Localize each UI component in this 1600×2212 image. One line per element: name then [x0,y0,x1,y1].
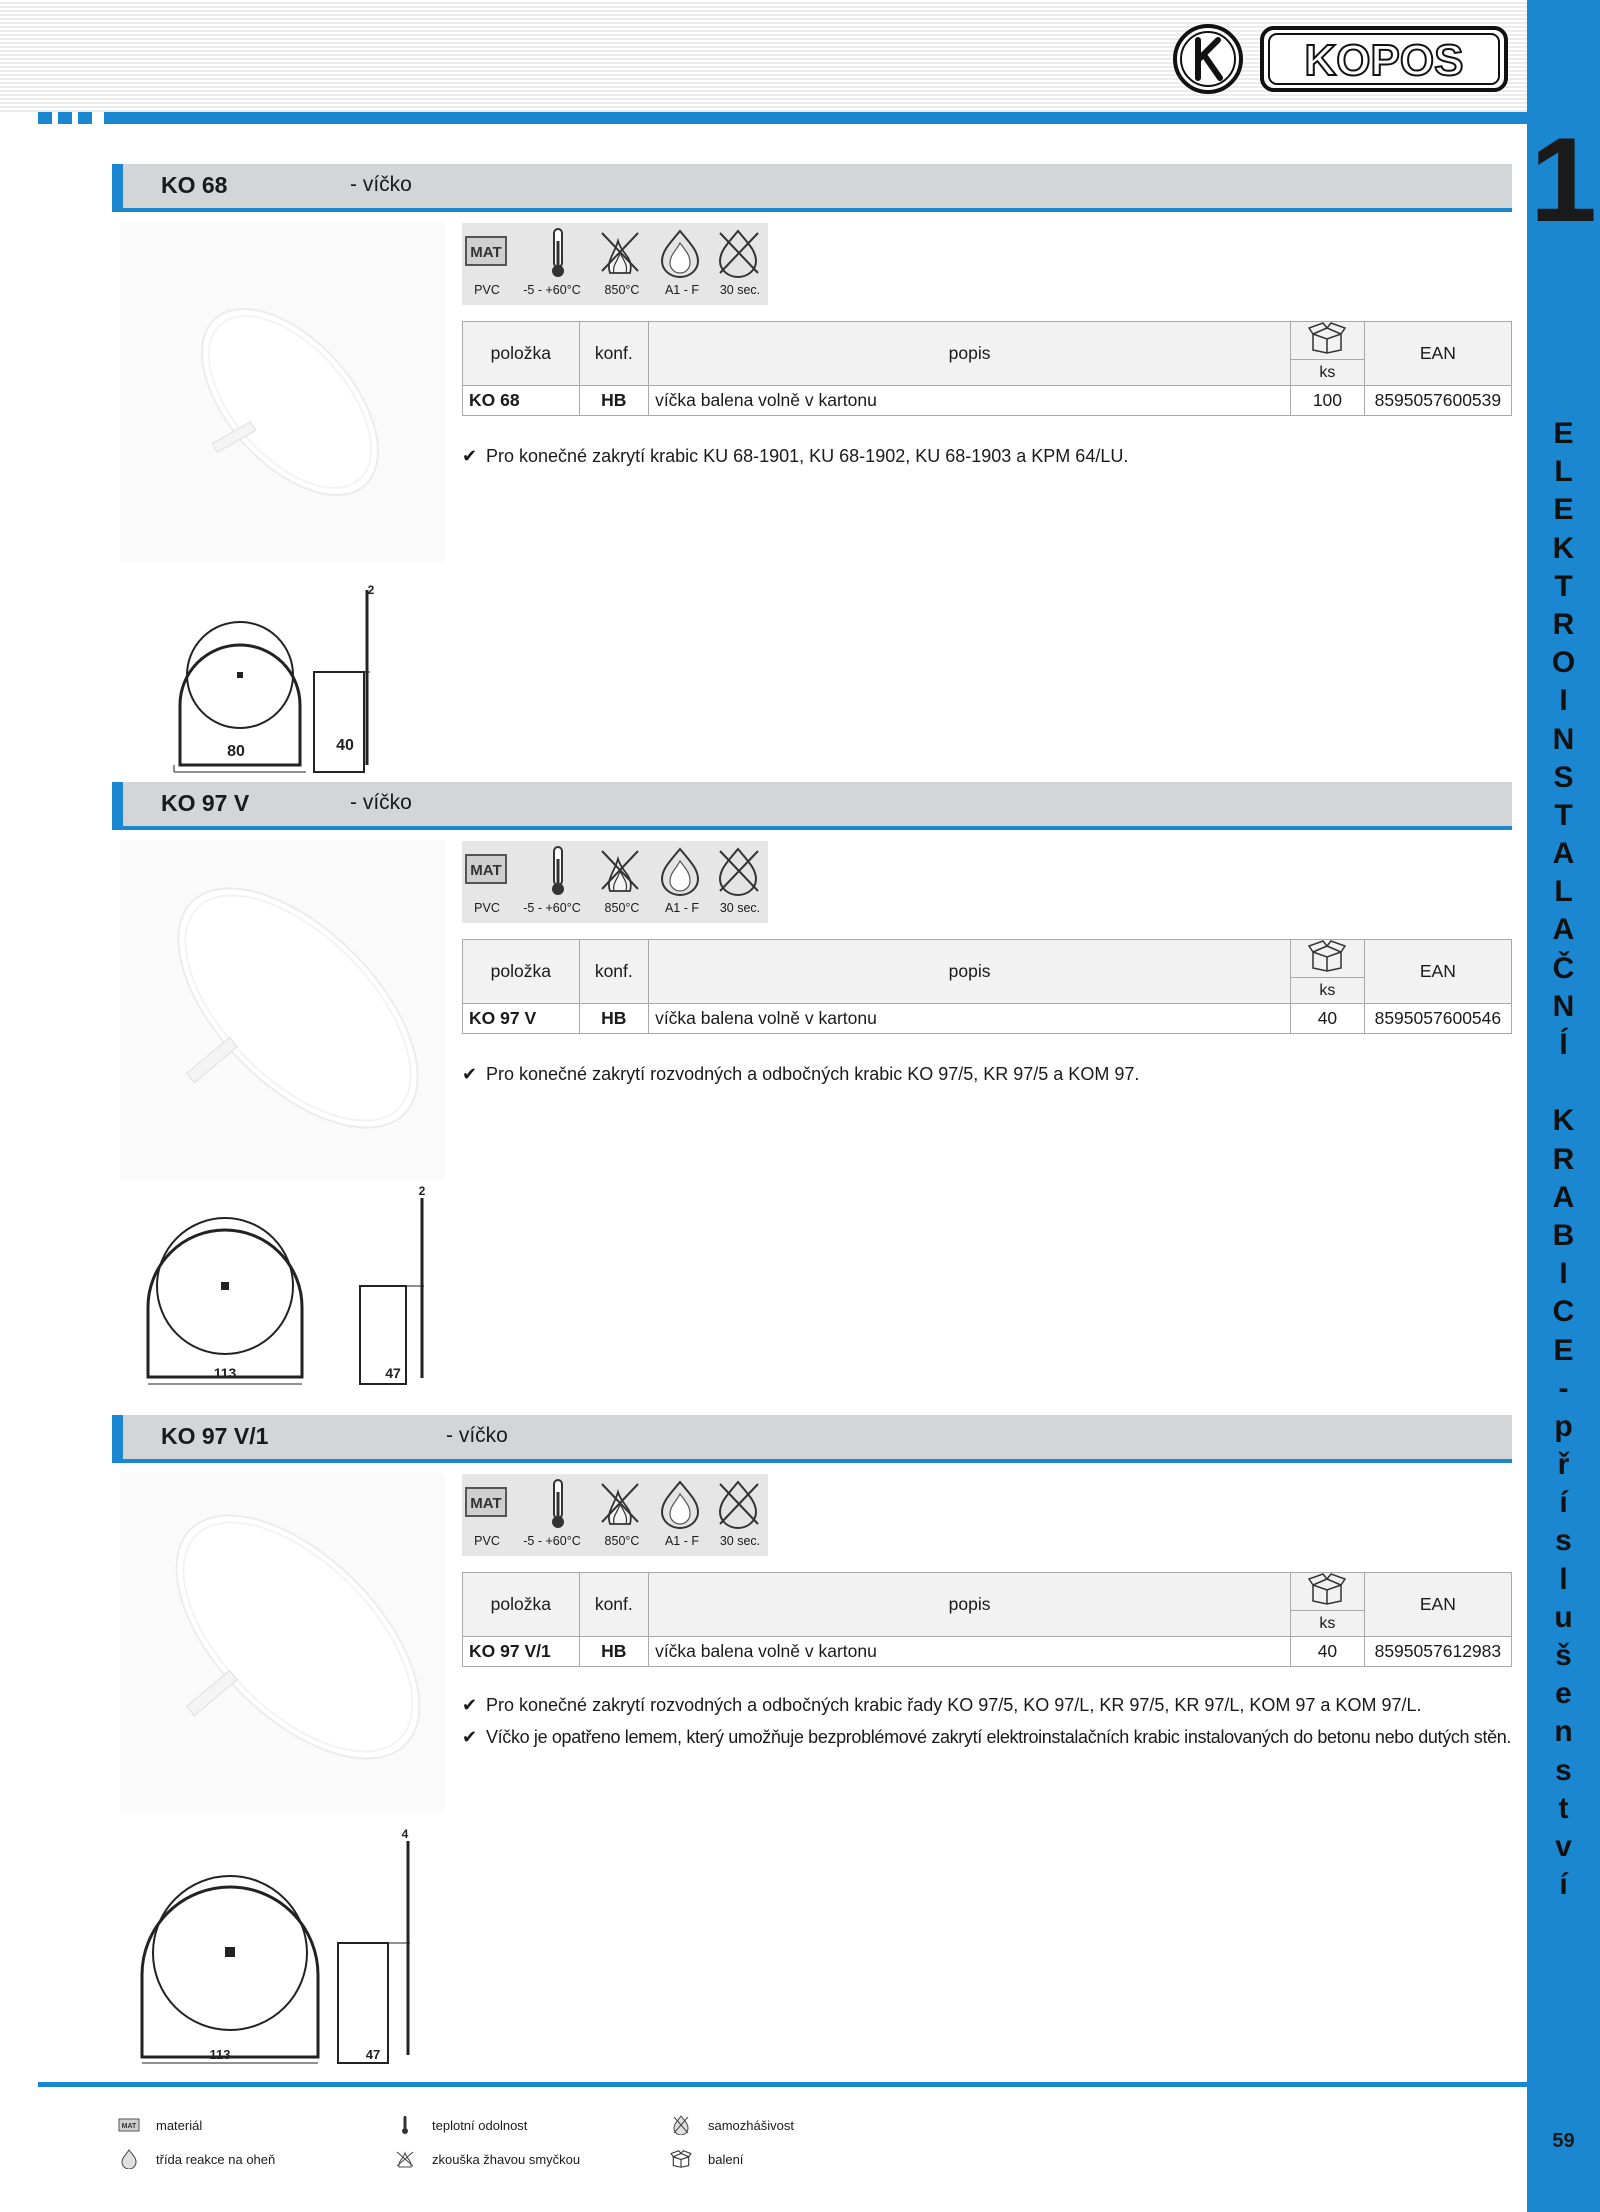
col-popis: popis [649,322,1291,386]
property-label: PVC [474,901,500,915]
mat-badge-icon [466,855,506,883]
footer-rule [38,2082,1527,2087]
cell-konf: HB [579,386,649,416]
legend-item: teplotní odolnost [394,2115,527,2135]
property-label: 30 sec. [719,901,761,915]
self-extinguishing-icon [720,849,758,895]
cell-ks: 100 [1291,386,1365,416]
header-squares [38,112,92,124]
property-label: -5 - +60°C [523,283,581,297]
property-label: A1 - F [664,1534,700,1548]
glow-wire-icon [602,851,638,891]
legend-item: MAT materiál [118,2115,202,2135]
product-table [462,1572,1512,1667]
table-row [463,1004,1512,1034]
side-letter: K [1552,531,1575,565]
note-item: ✔ Pro konečné zakrytí krabic KU 68-1901, KU 68-1902, KU 68-1903 a KPM 64/LU. [462,445,1129,466]
mat-badge-icon [118,2115,140,2135]
side-letter: C [1552,1295,1575,1329]
property-labels [462,1534,768,1548]
side-letter: e [1555,1677,1572,1711]
technical-drawing [140,1825,440,2070]
thermometer-icon [552,847,564,895]
cell-polozka: KO 68 [463,386,580,416]
chapter-title-vertical [1527,415,1600,1904]
dim-depth-label: 40 [336,737,354,754]
cell-ean: 8595057600546 [1364,1004,1511,1034]
property-label: PVC [474,1534,500,1548]
property-label: A1 - F [664,901,700,915]
dim-thickness-label: 2 [418,1184,426,1198]
product-table [462,321,1512,416]
side-letter: N [1552,722,1575,756]
note-item: ✔ Pro konečné zakrytí rozvodných a odbočných krabic řady KO 97/5, KO 97/L, KR 97/5, KR 97/L, KOM 97 a KOM 97/L. [462,1694,1422,1715]
property-label: 30 sec. [719,1534,761,1548]
dim-depth-label: 47 [385,1365,401,1381]
col-polozka: položka [463,940,580,1004]
side-letter: t [1558,1791,1569,1825]
glow-wire-icon [602,233,638,273]
technical-drawing [140,580,400,780]
cell-ean: 8595057600539 [1364,386,1511,416]
svg-text:MAT: MAT [470,244,502,261]
col-konf: konf. [579,940,649,1004]
side-letter: R [1552,607,1575,641]
dim-depth-label: 47 [365,2047,381,2062]
cell-ean: 8595057612983 [1364,1637,1511,1667]
col-ean: EAN [1364,940,1511,1004]
product-name: - víčko [350,173,412,196]
mat-badge-icon [466,237,506,265]
side-letter: R [1552,1142,1575,1176]
note-item: ✔ Víčko je opatřeno lemem, který umožňuje bezproblémové zakrytí elektroinstalačních krabic instalovaných do betonu nebo dutých stěn. [462,1726,1512,1747]
flame-icon [662,231,698,277]
logo-wordmark: KOPOS [1304,36,1464,85]
table-row [463,1637,1512,1667]
col-konf: konf. [579,1573,649,1637]
side-letter: K [1552,1104,1575,1138]
property-icons [462,1478,768,1530]
property-icons [462,845,768,897]
product-photo [120,222,445,562]
side-letter: u [1554,1600,1573,1634]
product-code: KO 97 V [161,790,250,816]
product-photo [120,840,445,1180]
self-extinguishing-icon [670,2115,692,2135]
property-label: 850°C [604,1534,640,1548]
dim-thickness-label: 4 [401,1827,409,1841]
section-header [112,1415,1512,1463]
side-letter: I [1559,684,1568,718]
property-label: -5 - +60°C [523,901,581,915]
legend-item: zkouška žhavou smyčkou [394,2149,580,2169]
col-ks: ks [1291,978,1365,1004]
box-icon [1291,940,1365,978]
col-popis: popis [649,940,1291,1004]
side-letter: E [1553,417,1574,450]
side-letter: T [1554,798,1573,832]
product-notes [462,1058,1139,1090]
material-properties [462,841,768,923]
mat-badge-icon [466,1488,506,1516]
cell-popis: víčka balena volně v kartonu [649,1637,1291,1667]
flame-icon [662,1482,698,1528]
box-icon [670,2149,692,2169]
svg-text:MAT: MAT [470,862,502,879]
side-letter: š [1555,1639,1572,1672]
property-label: -5 - +60°C [523,1534,581,1548]
property-icons [462,227,768,279]
flame-icon [662,849,698,895]
side-letter: E [1553,1333,1574,1367]
svg-text:MAT: MAT [121,2123,137,2130]
property-label: A1 - F [664,283,700,297]
thermometer-icon [552,229,564,277]
side-letter: I [1559,1257,1568,1291]
property-label: 30 sec. [719,283,761,297]
check-icon: ✔ [462,1726,478,1747]
svg-text:MAT: MAT [470,1495,502,1512]
side-letter: s [1555,1753,1572,1787]
legend-item: balení [670,2149,743,2169]
side-letter: A [1552,837,1575,871]
side-letter: S [1553,760,1574,794]
cell-ks: 40 [1291,1637,1365,1667]
property-labels [462,901,768,915]
side-letter: n [1554,1715,1573,1749]
property-label: 850°C [604,901,640,915]
kopos-logo [1172,22,1512,96]
property-labels [462,283,768,297]
side-letter: í [1559,1868,1568,1902]
technical-drawing [140,1182,440,1392]
side-letter: ř [1557,1448,1570,1482]
box-icon [1291,1573,1365,1611]
check-icon: ✔ [462,1694,478,1715]
check-icon: ✔ [462,445,478,466]
product-code: KO 97 V/1 [161,1423,269,1449]
material-properties [462,223,768,305]
side-letter: N [1552,989,1575,1023]
col-ks: ks [1291,360,1365,386]
cell-popis: víčka balena volně v kartonu [649,386,1291,416]
page-number: 59 [1552,2130,1575,2152]
header-rule [104,112,1527,124]
side-letter: p [1554,1409,1573,1443]
side-letter: B [1552,1218,1575,1252]
col-ean: EAN [1364,322,1511,386]
side-letter: O [1551,646,1576,680]
side-letter: Í [1559,1028,1568,1061]
side-letter [1527,1064,1600,1102]
product-table [462,939,1512,1034]
product-notes [462,1689,1511,1753]
dim-width-label: 113 [213,1365,237,1381]
material-properties [462,1474,768,1556]
cell-popis: víčka balena volně v kartonu [649,1004,1291,1034]
property-label: PVC [474,283,500,297]
product-photo [120,1473,445,1813]
cell-ks: 40 [1291,1004,1365,1034]
property-label: 850°C [604,283,640,297]
product-name: - víčko [446,1424,508,1447]
col-polozka: položka [463,322,580,386]
side-letter: v [1555,1829,1572,1863]
check-icon: ✔ [462,1063,478,1084]
side-letter: L [1554,875,1573,909]
self-extinguishing-icon [720,1482,758,1528]
glow-wire-icon [394,2149,416,2169]
cell-polozka: KO 97 V [463,1004,580,1034]
side-letter: A [1552,913,1575,947]
dim-width-label: 113 [209,2047,231,2062]
side-letter: Č [1552,951,1575,985]
note-item: ✔ Pro konečné zakrytí rozvodných a odbočných krabic KO 97/5, KR 97/5 a KOM 97. [462,1063,1140,1084]
col-konf: konf. [579,322,649,386]
dim-thickness-label: 2 [367,583,375,597]
col-polozka: položka [463,1573,580,1637]
col-ks: ks [1291,1611,1365,1637]
cell-konf: HB [579,1004,649,1034]
thermometer-icon [394,2115,416,2135]
legend-item: třída reakce na oheň [118,2149,275,2169]
side-letter: A [1552,1180,1575,1214]
side-letter: T [1554,569,1573,603]
side-letter: - [1558,1371,1569,1405]
cell-polozka: KO 97 V/1 [463,1637,580,1667]
product-name: - víčko [350,791,412,814]
col-popis: popis [649,1573,1291,1637]
self-extinguishing-icon [720,231,758,277]
box-icon [1291,322,1365,360]
product-code: KO 68 [161,172,228,198]
side-letter: í [1559,1486,1568,1520]
legend-item: samozhášivost [670,2115,794,2135]
side-letter: l [1559,1562,1568,1596]
section-header [112,164,1512,212]
dim-width-label: 80 [227,743,245,760]
thermometer-icon [552,1480,564,1528]
side-letter: L [1554,455,1573,489]
flame-icon [118,2149,140,2169]
side-letter: s [1555,1524,1572,1558]
chapter-number: 1 [1530,113,1597,247]
table-row [463,386,1512,416]
glow-wire-icon [602,1484,638,1524]
section-header [112,782,1512,830]
product-notes [462,440,1128,472]
cell-konf: HB [579,1637,649,1667]
col-ean: EAN [1364,1573,1511,1637]
side-letter: E [1553,493,1574,527]
